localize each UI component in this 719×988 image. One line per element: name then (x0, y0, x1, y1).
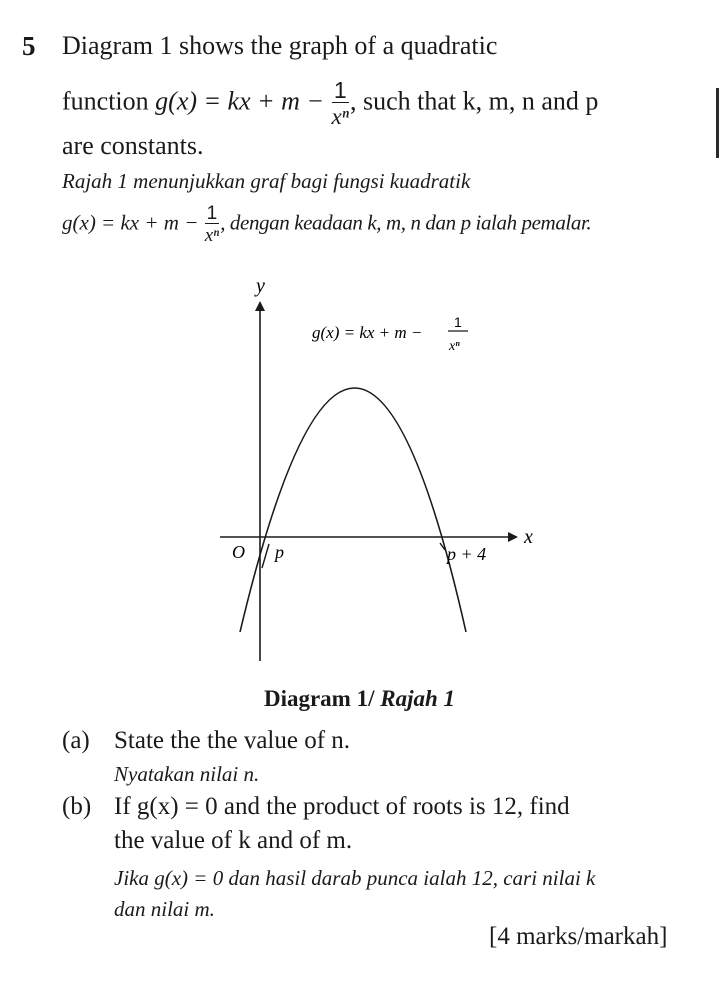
part-b-question-ms-line1: Jika g(x) = 0 dan hasil darab punca ialah 12, cari nilai k (114, 866, 596, 890)
marks-allocation: [4 marks/markah] (489, 923, 668, 950)
intro-en-line1: Diagram 1 shows the graph of a quadratic (62, 31, 498, 60)
root1-tick (262, 544, 269, 568)
part-b-question-line1: If g(x) = 0 and the product of roots is 12, find (114, 793, 570, 820)
part-a-question-ms: Nyatakan nilai n. (114, 762, 260, 786)
intro-ms-function-expr: g(x) = kx + m − (62, 210, 199, 235)
intro-en-function-expr: g(x) = kx + m − (155, 86, 325, 116)
fraction-numerator: 1 (332, 79, 349, 103)
intro-en-line3: are constants. (62, 131, 204, 160)
curve-label: g(x) = kx + m − (312, 323, 423, 342)
parabola-curve (240, 388, 466, 632)
intro-en-function-word: function (62, 86, 156, 116)
part-b-label: (b) (62, 793, 92, 820)
curve-label-numerator: 1 (454, 314, 462, 330)
curve-label-denominator: xⁿ (449, 339, 460, 354)
question-number: 5 (22, 31, 36, 61)
part-b-question-line2: the value of k and of m. (114, 827, 353, 854)
part-b-question-ms-line2: dan nilai m. (114, 897, 215, 921)
intro-ms-line1: Rajah 1 menunjukkan graf bagi fungsi kuadratik (62, 169, 471, 193)
fraction-denominator: xⁿ (204, 225, 220, 246)
fraction-denominator: xⁿ (331, 104, 349, 129)
caption-en: Diagram 1/ (263, 686, 375, 711)
part-a-question: State the the value of n. (114, 727, 351, 754)
origin-label: O (232, 542, 245, 562)
caption-ms: Rajah 1 (380, 686, 456, 711)
root2-label: p + 4 (447, 544, 487, 564)
intro-ms-constants: , dengan keadaan k, m, n dan p ialah pemalar. (220, 210, 592, 235)
y-axis-label: y (256, 275, 265, 297)
intro-en-constants: , such that k, m, n and p (349, 86, 599, 116)
diagram-caption (0, 686, 719, 712)
x-axis-label: x (524, 526, 533, 548)
fraction-numerator: 1 (206, 203, 218, 224)
part-a-label: (a) (62, 727, 90, 754)
root1-label: p (275, 542, 284, 562)
